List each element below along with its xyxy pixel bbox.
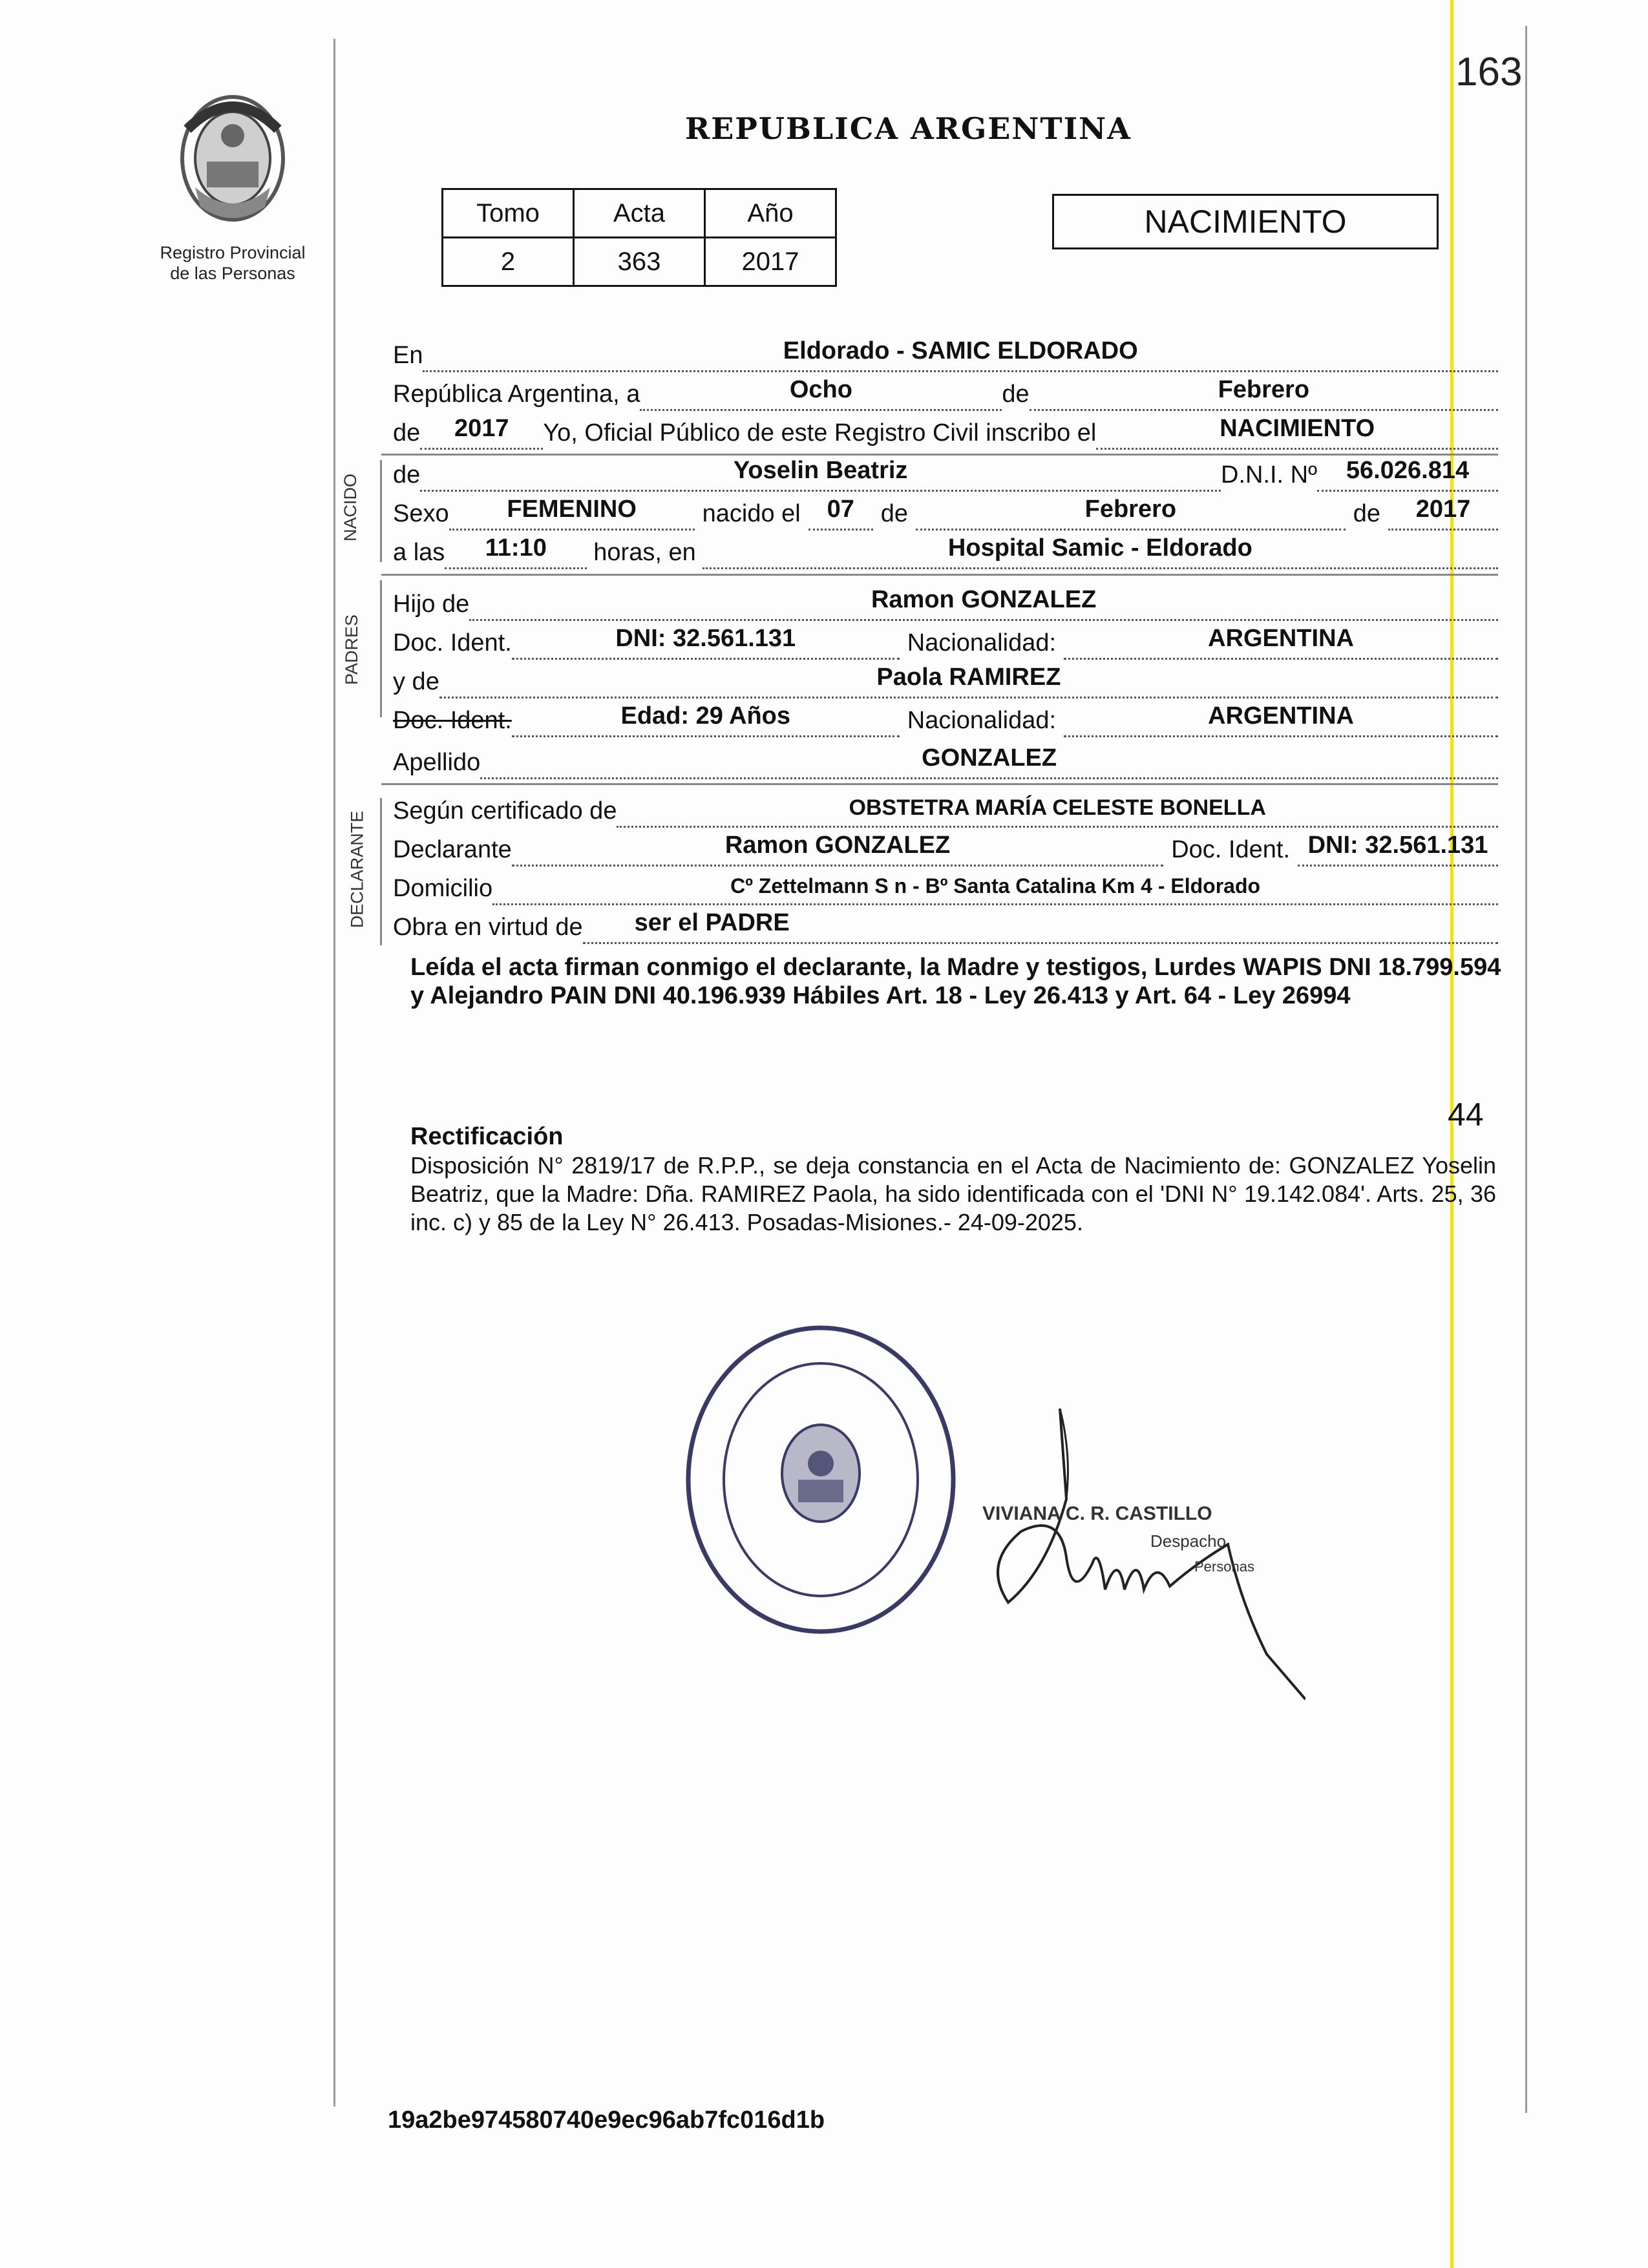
en-field bbox=[423, 337, 1498, 372]
sexo-value: FEMENINO bbox=[507, 496, 637, 523]
sexo-label: Sexo bbox=[393, 500, 449, 527]
rectificacion-title: Rectificación bbox=[410, 1123, 564, 1150]
row-fecha bbox=[393, 375, 1498, 411]
de-label-2: de bbox=[393, 419, 421, 446]
row-obra bbox=[393, 908, 1498, 944]
de-label-3: de bbox=[393, 461, 421, 488]
nac-mes-value: Febrero bbox=[1084, 496, 1177, 523]
obra-field bbox=[583, 909, 1498, 944]
nac-mes-field bbox=[916, 496, 1346, 530]
nac-dia-field bbox=[808, 496, 873, 530]
madre-doc-field bbox=[512, 702, 900, 737]
madre-nac-value: ARGENTINA bbox=[1208, 702, 1354, 730]
padre-nac-value: ARGENTINA bbox=[1208, 625, 1354, 652]
nac-anio-value: 2017 bbox=[1415, 496, 1471, 523]
row-madre-doc bbox=[393, 701, 1498, 737]
nombre-field bbox=[420, 457, 1221, 492]
acta-table bbox=[441, 188, 837, 287]
nacido-label: nacido el bbox=[702, 500, 801, 527]
dni-value: 56.026.814 bbox=[1346, 457, 1470, 484]
page-title: REPUBLICA ARGENTINA bbox=[685, 111, 1132, 146]
row-apellido bbox=[393, 743, 1498, 779]
sexo-field bbox=[449, 496, 695, 530]
acta-header-acta: Acta bbox=[574, 189, 705, 238]
padre-value: Ramon GONZALEZ bbox=[871, 586, 1097, 613]
obra-value: ser el PADRE bbox=[634, 909, 790, 936]
inscribo-field bbox=[1096, 415, 1498, 450]
misiones-seal-icon bbox=[168, 90, 297, 239]
row-hora bbox=[393, 533, 1498, 569]
lugar-value: Hospital Samic - Eldorado bbox=[947, 534, 1252, 562]
horas-label: horas, en bbox=[593, 539, 696, 566]
hijo-label: Hijo de bbox=[393, 591, 470, 618]
closing-note: Leída el acta firman conmigo el declarante, la Madre y testigos, Lurdes WAPIS DNI 18.799.594 y Alejandro PAIN DNI 40.196.939 Hábiles Art. 18 - Ley 26.413 y Art. 64 - Ley 26994 bbox=[410, 954, 1501, 1009]
logo-label-line1: Registro Provincial bbox=[160, 243, 306, 262]
certificado-field bbox=[617, 795, 1498, 828]
yde-label: y de bbox=[393, 668, 439, 695]
signer-name: VIVIANA C. R. CASTILLO bbox=[982, 1503, 1212, 1524]
right-margin-line bbox=[1525, 26, 1527, 2113]
signature-icon bbox=[969, 1396, 1305, 1732]
row-en bbox=[393, 336, 1498, 372]
decl-doc-value: DNI: 32.561.131 bbox=[1307, 832, 1488, 859]
nacionalidad-label: Nacionalidad: bbox=[907, 629, 1057, 656]
de-label: de bbox=[1002, 381, 1030, 408]
rectificacion-number: 44 bbox=[1448, 1097, 1484, 1133]
dni-label: D.N.I. Nº bbox=[1221, 461, 1317, 488]
domicilio-label: Domicilio bbox=[393, 875, 493, 902]
doc-type-box: NACIMIENTO bbox=[1052, 194, 1439, 249]
rectificacion-body: Disposición N° 2819/17 de R.P.P., se deja constancia en el Acta de Nacimiento de: GONZALEZ Yoselin Beatriz, que la Madre: Dña. RAMIREZ Paola, ha sido identificada con el 'DNI N° 19.142.084'. Arts. 25, 36 inc. c) y 85 de la Ley N° 26.413. Posadas-Misiones.- 24-09-2025. bbox=[410, 1152, 1496, 1235]
declarante-value: Ramon GONZALEZ bbox=[724, 832, 951, 859]
signer-line3: Personas bbox=[1194, 1559, 1254, 1575]
declarante-label: Declarante bbox=[393, 836, 512, 863]
lugar-field bbox=[703, 534, 1498, 569]
logo-label-line2: de las Personas bbox=[170, 264, 295, 283]
separator bbox=[381, 783, 1498, 785]
dni-field bbox=[1317, 457, 1498, 492]
declarante-field bbox=[512, 832, 1163, 866]
doc-ident-label: Doc. Ident. bbox=[393, 629, 512, 656]
left-margin-line bbox=[333, 39, 335, 2106]
separator bbox=[381, 574, 1498, 576]
hora-value: 11:10 bbox=[485, 534, 547, 562]
padre-field bbox=[469, 586, 1498, 621]
anio-value: 2017 bbox=[454, 415, 509, 442]
row-domicilio bbox=[393, 869, 1498, 905]
row-inscribo bbox=[393, 414, 1498, 450]
acta-value-acta: 363 bbox=[574, 238, 705, 286]
acta-value-tomo: 2 bbox=[443, 238, 574, 286]
doc-ident-struck-label: Doc. Ident. bbox=[393, 707, 512, 734]
certificado-value: OBSTETRA MARÍA CELESTE BONELLA bbox=[849, 795, 1266, 820]
obra-label: Obra en virtud de bbox=[393, 914, 583, 941]
padre-nac-field bbox=[1064, 625, 1498, 660]
mes-value: Febrero bbox=[1218, 376, 1310, 403]
acta-header-tomo: Tomo bbox=[443, 189, 574, 238]
hora-field bbox=[445, 534, 587, 569]
decl-doc-field bbox=[1298, 832, 1498, 866]
oficial-text: Yo, Oficial Público de este Registro Civil inscribo el bbox=[543, 419, 1097, 446]
madre-nac-field bbox=[1064, 702, 1498, 737]
page-number: 163 bbox=[1455, 50, 1523, 94]
madre-value: Paola RAMIREZ bbox=[876, 664, 1061, 691]
nac-dia-value: 07 bbox=[827, 496, 854, 523]
en-value: Eldorado - SAMIC ELDORADO bbox=[783, 337, 1138, 364]
declarante-section-label: DECLARANTE bbox=[347, 810, 367, 929]
domicilio-value: Cº Zettelmann S n - Bº Santa Catalina Km 4 - Eldorado bbox=[730, 874, 1261, 898]
row-padre-doc bbox=[393, 624, 1498, 660]
acta-header-anio: Año bbox=[705, 189, 836, 238]
document-hash: 19a2be974580740e9ec96ab7fc016d1b bbox=[388, 2106, 825, 2134]
mes-field bbox=[1030, 376, 1498, 411]
republica-label: República Argentina, a bbox=[393, 381, 640, 408]
de-label-4: de bbox=[880, 500, 909, 527]
apellido-field bbox=[480, 744, 1498, 779]
row-nombre bbox=[393, 456, 1498, 492]
nac-anio-field bbox=[1388, 496, 1498, 530]
nombre-value: Yoselin Beatriz bbox=[733, 457, 908, 484]
padre-doc-field bbox=[512, 625, 900, 660]
nacionalidad-label-2: Nacionalidad: bbox=[907, 707, 1057, 734]
domicilio-field bbox=[492, 874, 1498, 905]
certificado-label: Según certificado de bbox=[393, 797, 617, 824]
madre-doc-value: Edad: 29 Años bbox=[620, 702, 791, 730]
registry-logo bbox=[136, 90, 330, 284]
dia-field bbox=[640, 376, 1002, 411]
official-stamp-icon bbox=[679, 1318, 963, 1641]
row-madre bbox=[393, 662, 1498, 698]
acta-value-anio: 2017 bbox=[705, 238, 836, 286]
alas-label: a las bbox=[393, 539, 445, 566]
padre-doc-value: DNI: 32.561.131 bbox=[615, 625, 796, 652]
dia-value: Ocho bbox=[789, 376, 852, 403]
padres-section-label: PADRES bbox=[342, 614, 362, 686]
madre-field bbox=[439, 664, 1498, 698]
row-certificado bbox=[393, 792, 1498, 828]
apellido-value: GONZALEZ bbox=[922, 744, 1057, 772]
row-sexo bbox=[393, 494, 1498, 530]
apellido-label: Apellido bbox=[393, 749, 481, 776]
decl-doc-label: Doc. Ident. bbox=[1171, 836, 1290, 863]
row-declarante bbox=[393, 830, 1498, 866]
en-label: En bbox=[393, 342, 423, 369]
anio-field bbox=[420, 415, 543, 450]
inscribo-value: NACIMIENTO bbox=[1220, 415, 1375, 442]
de-label-5: de bbox=[1353, 500, 1380, 527]
signer-line2: Despacho bbox=[1150, 1531, 1227, 1551]
row-padre bbox=[393, 585, 1498, 621]
nacido-section-label: NACIDO bbox=[341, 473, 361, 542]
